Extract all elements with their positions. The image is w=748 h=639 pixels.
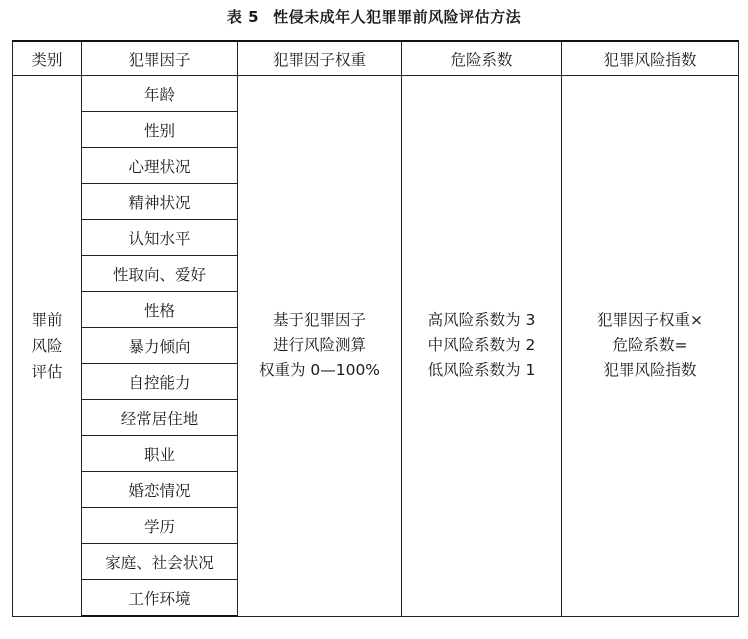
factor-cell: 精神状况 <box>82 184 238 220</box>
factor-cell: 认知水平 <box>82 220 238 256</box>
header-category: 类别 <box>13 41 82 76</box>
table-title: 性侵未成年人犯罪罪前风险评估方法 <box>273 8 522 26</box>
index-line: 犯罪因子权重× <box>597 311 703 330</box>
weight-line: 进行风险测算 <box>272 336 366 355</box>
header-coefficient: 危险系数 <box>402 41 562 76</box>
factor-cell: 自控能力 <box>82 364 238 400</box>
index-cell <box>562 76 739 617</box>
factor-cell: 暴力倾向 <box>82 328 238 364</box>
index-line: 危险系数= <box>612 336 688 355</box>
index-line: 犯罪风险指数 <box>603 361 697 380</box>
risk-assessment-table <box>12 40 739 617</box>
factor-cell: 性取向、爱好 <box>82 256 238 292</box>
header-index: 犯罪风险指数 <box>562 41 739 76</box>
factor-cell: 职业 <box>82 436 238 472</box>
category-label: 罪前风险评估 <box>31 310 63 381</box>
weight-cell <box>238 76 402 617</box>
category-cell <box>13 76 82 617</box>
header-row <box>13 41 739 76</box>
table-row <box>13 76 739 112</box>
factor-cell: 工作环境 <box>82 580 238 617</box>
factor-cell: 婚恋情况 <box>82 472 238 508</box>
weight-line: 权重为 0—100% <box>258 361 381 380</box>
factor-cell: 心理状况 <box>82 148 238 184</box>
factor-cell: 性别 <box>82 112 238 148</box>
factor-cell: 学历 <box>82 508 238 544</box>
header-weight: 犯罪因子权重 <box>238 41 402 76</box>
coefficient-line: 高风险系数为 3 <box>427 311 536 330</box>
coefficient-line: 中风险系数为 2 <box>427 336 536 355</box>
factor-cell: 性格 <box>82 292 238 328</box>
table-caption <box>0 6 748 28</box>
table-number: 表 5 <box>226 8 260 26</box>
header-factor: 犯罪因子 <box>82 41 238 76</box>
factor-cell: 家庭、社会状况 <box>82 544 238 580</box>
factor-cell: 年龄 <box>82 76 238 112</box>
factor-cell: 经常居住地 <box>82 400 238 436</box>
coefficient-cell <box>402 76 562 617</box>
weight-line: 基于犯罪因子 <box>272 311 366 330</box>
coefficient-line: 低风险系数为 1 <box>427 361 536 380</box>
